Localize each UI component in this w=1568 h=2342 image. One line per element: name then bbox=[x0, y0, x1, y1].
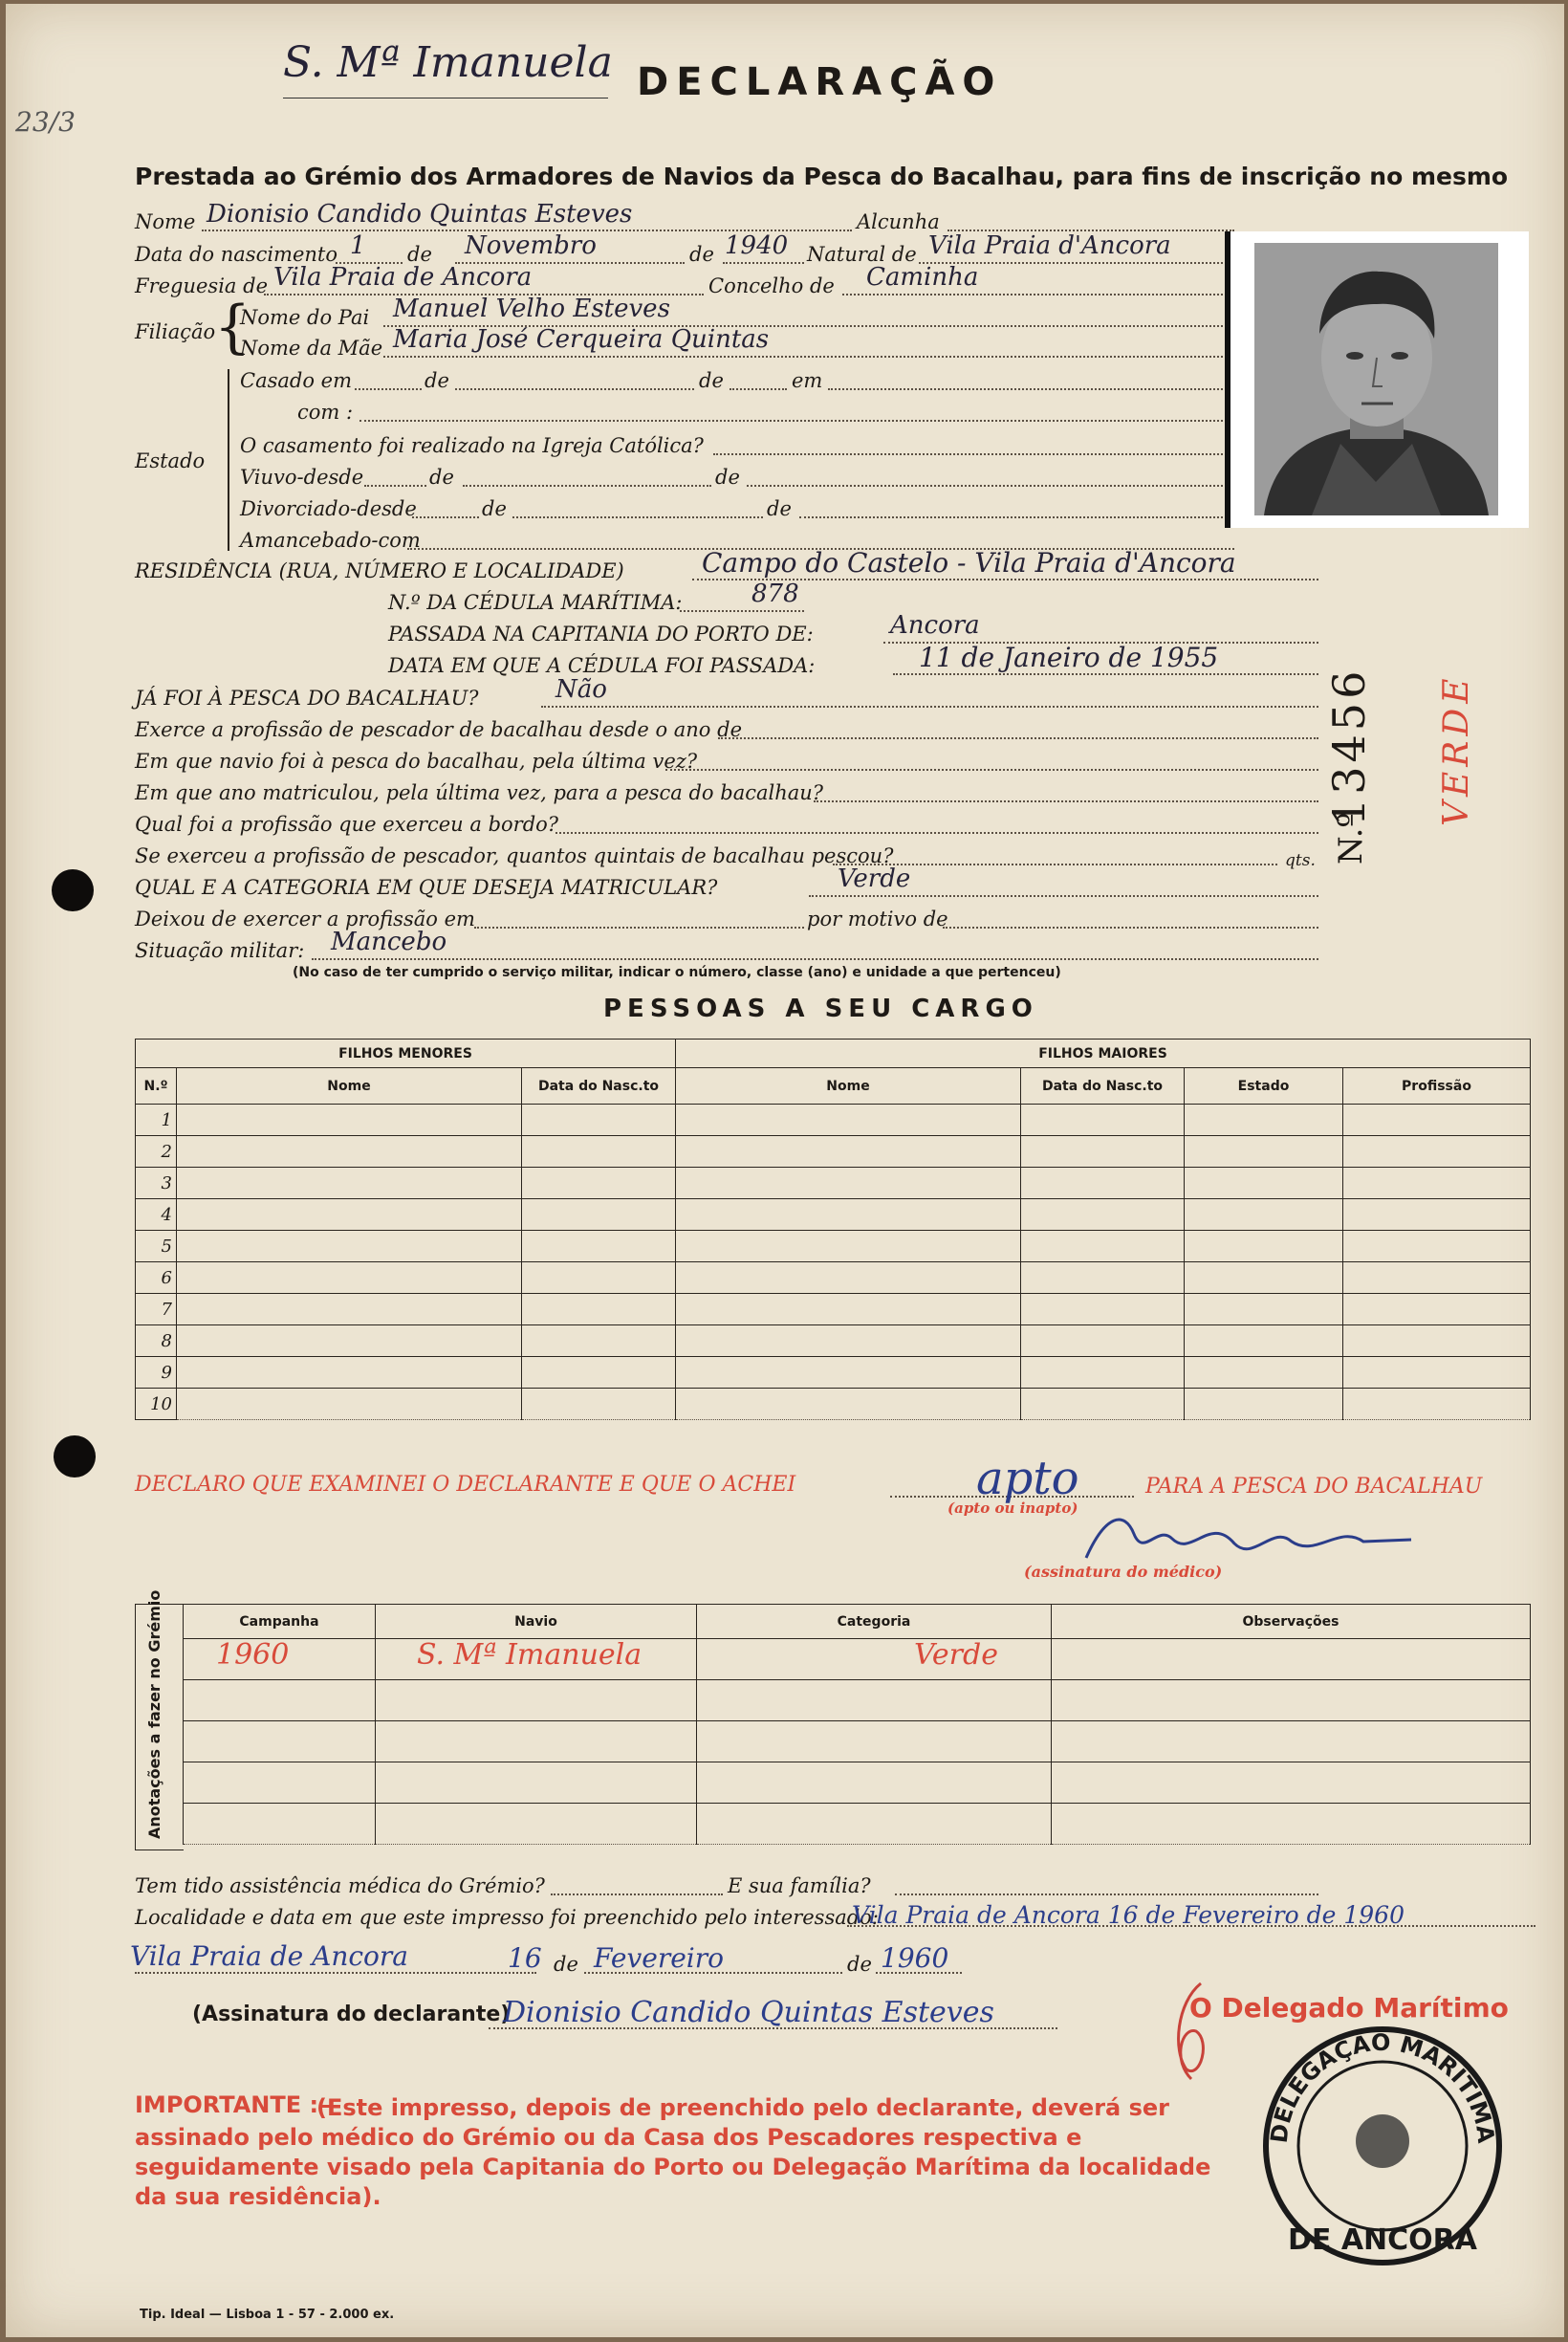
table-row bbox=[136, 1325, 1531, 1357]
q5-label: Se exerceu a profissão de pescador, quantos quintais de bacalhau pescou? bbox=[135, 844, 894, 867]
cedula-label: N.º DA CÉDULA MARÍTIMA: bbox=[388, 591, 683, 614]
de-text: de bbox=[767, 497, 792, 520]
anotacoes-side bbox=[135, 1589, 184, 1850]
table-cell[interactable] bbox=[376, 1721, 697, 1762]
q2-label: Em que navio foi à pesca do bacalhau, pela última vez? bbox=[135, 750, 698, 773]
pessoas-title: PESSOAS A SEU CARGO bbox=[603, 995, 1038, 1023]
col-data: Data do Nasc.to bbox=[522, 1068, 676, 1105]
categoria-value[interactable]: Verde bbox=[838, 865, 911, 893]
concelho-label: Concelho de bbox=[708, 274, 835, 297]
motivo-label: por motivo de bbox=[807, 908, 948, 930]
table-cell[interactable] bbox=[177, 1105, 522, 1136]
col-profissao: Profissão bbox=[1343, 1068, 1531, 1105]
nome-label: Nome bbox=[135, 210, 196, 233]
pai-label: Nome do Pai bbox=[240, 306, 370, 329]
data-cedula-label: DATA EM QUE A CÉDULA FOI PASSADA: bbox=[388, 654, 816, 677]
table-cell[interactable] bbox=[1343, 1231, 1531, 1262]
table-cell[interactable] bbox=[1021, 1325, 1185, 1357]
table-cell[interactable] bbox=[177, 1357, 522, 1389]
page-title: DECLARAÇÃO bbox=[637, 60, 1003, 104]
year-value[interactable]: 1960 bbox=[881, 1942, 949, 1974]
table-cell[interactable] bbox=[676, 1389, 1021, 1420]
table-cell[interactable] bbox=[1021, 1168, 1185, 1199]
table-cell[interactable] bbox=[676, 1325, 1021, 1357]
table-cell[interactable] bbox=[1343, 1389, 1531, 1420]
igreja-label: O casamento foi realizado na Igreja Católica? bbox=[240, 434, 704, 457]
table-row bbox=[136, 1262, 1531, 1294]
table-cell[interactable] bbox=[522, 1389, 676, 1420]
table-cell[interactable] bbox=[676, 1357, 1021, 1389]
de-text: de bbox=[715, 466, 740, 489]
table-cell[interactable] bbox=[1343, 1168, 1531, 1199]
residencia-value[interactable]: Campo do Castelo - Vila Praia d'Ancora bbox=[702, 547, 1236, 579]
de-text: de bbox=[425, 369, 449, 392]
deixou-label: Deixou de exercer a profissão em bbox=[135, 908, 475, 930]
table-cell[interactable] bbox=[697, 1680, 1052, 1721]
table-cell[interactable] bbox=[184, 1804, 376, 1845]
data-cedula-value[interactable]: 11 de Janeiro de 1955 bbox=[919, 642, 1219, 673]
row-number: 8 bbox=[136, 1325, 177, 1357]
table-cell[interactable] bbox=[376, 1804, 697, 1845]
printer-imprint: Tip. Ideal — Lisboa 1 - 57 - 2.000 ex. bbox=[140, 2308, 395, 2322]
day-value[interactable]: 16 bbox=[508, 1942, 542, 1974]
table-row bbox=[184, 1680, 1531, 1721]
table-cell[interactable] bbox=[1185, 1199, 1343, 1231]
table-row bbox=[136, 1231, 1531, 1262]
pai-value[interactable]: Manuel Velho Esteves bbox=[393, 295, 670, 323]
de-text: de bbox=[847, 1953, 872, 1976]
casado-label: Casado em bbox=[240, 369, 352, 392]
table-row bbox=[136, 1294, 1531, 1325]
freguesia-value[interactable]: Vila Praia de Ancora bbox=[273, 263, 533, 292]
table-cell[interactable] bbox=[522, 1262, 676, 1294]
col-observacoes: Observações bbox=[1052, 1605, 1531, 1639]
filhos-menores-header: FILHOS MENORES bbox=[136, 1040, 676, 1068]
freguesia-label: Freguesia de bbox=[135, 274, 268, 297]
table-cell[interactable] bbox=[1021, 1262, 1185, 1294]
categoria-label: QUAL E A CATEGORIA EM QUE DESEJA MATRICULAR? bbox=[135, 876, 718, 899]
row-number: 7 bbox=[136, 1294, 177, 1325]
q1-label: Exerce a profissão de pescador de bacalhau desde o ano de bbox=[135, 718, 742, 741]
punch-hole bbox=[52, 869, 94, 911]
row-number: 1 bbox=[136, 1105, 177, 1136]
table-cell[interactable] bbox=[1021, 1389, 1185, 1420]
place-value[interactable]: Vila Praia de Ancora bbox=[130, 1940, 408, 1972]
medico-value[interactable]: apto bbox=[976, 1452, 1079, 1505]
table-cell[interactable] bbox=[177, 1389, 522, 1420]
table-cell[interactable] bbox=[676, 1199, 1021, 1231]
row-number: 10 bbox=[136, 1389, 177, 1420]
natural-label: Natural de bbox=[807, 243, 917, 266]
table-row bbox=[136, 1136, 1531, 1168]
table-row bbox=[184, 1639, 1531, 1680]
delegado-signature bbox=[1143, 1974, 1230, 2089]
militar-note: (No caso de ter cumprido o serviço militar, indicar o número, classe (ano) e unidade a que pertenceu) bbox=[293, 965, 1061, 980]
table-cell[interactable] bbox=[1185, 1136, 1343, 1168]
militar-label: Situação militar: bbox=[135, 939, 305, 962]
table-cell[interactable] bbox=[1185, 1389, 1343, 1420]
table-cell[interactable] bbox=[1021, 1105, 1185, 1136]
table-cell[interactable] bbox=[522, 1231, 676, 1262]
table-cell[interactable] bbox=[522, 1168, 676, 1199]
medico-para: PARA A PESCA DO BACALHAU bbox=[1145, 1475, 1483, 1499]
table-row bbox=[184, 1721, 1531, 1762]
localidade-value[interactable]: Vila Praia de Ancora 16 de Fevereiro de 1960 bbox=[852, 1901, 1405, 1929]
natural-value[interactable]: Vila Praia d'Ancora bbox=[928, 231, 1171, 260]
registration-number: 13456 bbox=[1323, 667, 1375, 826]
table-cell[interactable] bbox=[1185, 1325, 1343, 1357]
table-cell[interactable] bbox=[522, 1357, 676, 1389]
portrait-photo bbox=[1254, 243, 1498, 515]
table-cell[interactable] bbox=[1343, 1325, 1531, 1357]
table-cell[interactable] bbox=[1343, 1294, 1531, 1325]
declarante-signature[interactable]: Dionisio Candido Quintas Esteves bbox=[503, 1996, 994, 2029]
amancebado-label: Amancebado-com bbox=[240, 529, 421, 552]
apto-note: (apto ou inapto) bbox=[947, 1499, 1078, 1517]
col-navio: Navio bbox=[376, 1605, 697, 1639]
capitania-label: PASSADA NA CAPITANIA DO PORTO DE: bbox=[388, 623, 814, 646]
stamp-bottom-text: DE ANCORA bbox=[1287, 2223, 1478, 2257]
q3-label: Em que ano matriculou, pela última vez, para a pesca do bacalhau? bbox=[135, 781, 824, 804]
col-estado: Estado bbox=[1185, 1068, 1343, 1105]
table-row bbox=[136, 1389, 1531, 1420]
table-cell[interactable] bbox=[676, 1262, 1021, 1294]
table-cell[interactable] bbox=[177, 1136, 522, 1168]
table-cell[interactable] bbox=[676, 1136, 1021, 1168]
ja-foi-value[interactable]: Não bbox=[555, 675, 607, 704]
anotacoes-label: Anotações a fazer no Grémio bbox=[145, 1589, 163, 1839]
table-cell[interactable] bbox=[177, 1294, 522, 1325]
table-cell[interactable] bbox=[522, 1325, 676, 1357]
nascimento-month[interactable]: Novembro bbox=[465, 231, 597, 260]
de-text: de bbox=[482, 497, 507, 520]
month-value[interactable]: Fevereiro bbox=[594, 1942, 725, 1974]
col-no: N.º bbox=[136, 1068, 177, 1105]
com-label: com : bbox=[297, 401, 354, 424]
table-cell[interactable] bbox=[676, 1294, 1021, 1325]
divorciado-label: Divorciado-desde bbox=[240, 497, 417, 520]
pessoas-table bbox=[135, 1039, 1531, 1420]
mae-value[interactable]: Maria José Cerqueira Quintas bbox=[393, 325, 770, 354]
de-text: de bbox=[554, 1953, 578, 1976]
nome-value[interactable]: Dionisio Candido Quintas Esteves bbox=[207, 200, 633, 229]
table-cell[interactable] bbox=[522, 1136, 676, 1168]
row-number: 3 bbox=[136, 1168, 177, 1199]
table-cell[interactable] bbox=[177, 1262, 522, 1294]
estado-brace bbox=[228, 369, 231, 551]
concelho-value[interactable]: Caminha bbox=[866, 263, 979, 292]
table-cell[interactable] bbox=[1052, 1804, 1531, 1845]
table-cell[interactable] bbox=[1021, 1199, 1185, 1231]
table-row bbox=[136, 1199, 1531, 1231]
table-cell[interactable] bbox=[697, 1721, 1052, 1762]
table-cell[interactable] bbox=[1185, 1105, 1343, 1136]
assistencia-label: Tem tido assistência médica do Grémio? bbox=[135, 1874, 545, 1897]
photo-frame bbox=[1225, 231, 1529, 528]
filiacao-label: Filiação bbox=[135, 320, 216, 343]
cedula-value[interactable]: 878 bbox=[751, 580, 799, 608]
col-nome: Nome bbox=[676, 1068, 1021, 1105]
familia-label: E sua família? bbox=[728, 1874, 871, 1897]
table-cell[interactable] bbox=[1343, 1136, 1531, 1168]
de-text: de bbox=[407, 243, 432, 266]
table-cell[interactable] bbox=[1021, 1294, 1185, 1325]
assinatura-declarante-label: (Assinatura do declarante) bbox=[192, 2003, 511, 2026]
table-cell[interactable] bbox=[1021, 1357, 1185, 1389]
table-cell[interactable] bbox=[522, 1294, 676, 1325]
table-row bbox=[184, 1804, 1531, 1845]
punch-hole bbox=[54, 1435, 96, 1477]
declaration-form: S. Mª Imanuela 23/3 DECLARAÇÃO Prestada ao Grémio dos Armadores de Navios da Pesca do Bacalhau, para fins de inscrição no mesmo Nome Dionisio Candido Quintas Esteves Alcunha Data do nascimento 1 de Novembro de 1940 Natural de Vila Praia d'Ancora Freguesia de Vila Praia de Ancora Concelho de Caminha Filiação { Nome do Pai Manuel Velho Esteves Nome da Mãe Maria José Cerqueira Quintas Estado Casado em de de em com : O casamento foi realizado na Igreja Católica? Viuvo-desde de de Divorciado-desde de de Amancebado-com RESIDÊNCIA (RUA, NÚMERO E LOCALIDADE) Campo do Castelo - Vila Praia d'Ancora N.º DA CÉDULA MARÍTIMA: 878 PASSADA NA CAPITANIA DO PORTO DE: Ancora DATA EM QUE A CÉDULA FOI PASSADA: 11 de Janeiro de 1955 JÁ FOI À PESCA DO BACALHAU? Não Exerce a profissão de pescador de bacalhau desde o ano de Em que navio foi à pesca do bacalhau, pela última vez? Em que ano matriculou, pela última vez, para a pesca do bacalhau? Qual foi a profissão que exerceu a bordo? Se exerceu a profissão de pescador, quantos quintais de bacalhau pescou? qts. QUAL E A CATEGORIA EM QUE DESEJA MATRICULAR? Verde Deixou de exercer a profissão em por motivo de Situação militar: Mancebo (No caso de ter cumprido o serviço militar, indicar o número, classe (ano) e unidade a que pertenceu) N.º 13456 VERDE PESSOAS A SEU CARGO FILHOS MENORES FILHOS MAIORES N.º Nome Data do Nasc.to Nome Data do Nasc.to Estado Profissão 1 2 3 4 5 6 7 8 9 10 DECLARO QUE EXAMINEI O DECLARANTE E QUE O ACHEI apto PARA A PESCA DO BACALHAU (apto ou inapto) (assinatura do médico) Anotações a fazer no Grémio Campanha Navio Categoria Observações 1960 S. Mª Imanuela Verde Tem tido assistência médica do Grémio? E sua família? Localidade e data em que este impresso foi preenchido pelo interessado: Vila Praia de Ancora 16 de Fevereiro de 1960 Vila Praia de Ancora 16 de Fevereiro de 1960 (Assinatura do declarante) Dionisio Candido Quintas Esteves O Delegado Marítimo DELEGAÇÃO MARÍTIMA DE ANCORA IMPORTANTE :— (Este impresso, depois de preenchido pelo declarante, deverá ser assinado pelo médico do Grémio ou da Casa dos Pescadores respectiva e seguidamente visado pela Capitania do Porto ou Delegação Marítima da localidade da sua residência). Tip. Ideal — Lisboa 1 - 57 - 2.000 ex. bbox=[6, 4, 1564, 2337]
filhos-maiores-header: FILHOS MAIORES bbox=[676, 1040, 1531, 1068]
table-cell[interactable] bbox=[184, 1721, 376, 1762]
viuvo-label: Viuvo-desde bbox=[240, 466, 364, 489]
row-number: 4 bbox=[136, 1199, 177, 1231]
row-number: 5 bbox=[136, 1231, 177, 1262]
stamp-top-text: DELEGAÇÃO MARÍTIMA bbox=[1265, 2028, 1500, 2145]
col-campanha: Campanha bbox=[184, 1605, 376, 1639]
residencia-label: RESIDÊNCIA (RUA, NÚMERO E LOCALIDADE) bbox=[135, 559, 624, 582]
table-cell[interactable] bbox=[1052, 1721, 1531, 1762]
alcunha-label: Alcunha bbox=[857, 210, 940, 233]
table-cell[interactable] bbox=[522, 1105, 676, 1136]
table-cell[interactable] bbox=[1343, 1357, 1531, 1389]
col-data: Data do Nasc.to bbox=[1021, 1068, 1185, 1105]
de-text: de bbox=[429, 466, 454, 489]
row-number: 6 bbox=[136, 1262, 177, 1294]
table-cell[interactable] bbox=[184, 1680, 376, 1721]
importante-head: IMPORTANTE :— bbox=[135, 2091, 342, 2118]
table-cell[interactable] bbox=[177, 1199, 522, 1231]
importante-text: (Este impresso, depois de preenchido pelo declarante, deverá ser assinado pelo médico do Grémio ou da Casa dos Pescadores respectiva e seguidamente visado pela Capitania do Porto ou Delegação Marítima da localidade da sua residência). bbox=[135, 2094, 1211, 2210]
table-cell[interactable] bbox=[1343, 1199, 1531, 1231]
table-cell[interactable] bbox=[177, 1325, 522, 1357]
em-text: em bbox=[792, 369, 823, 392]
col-categoria: Categoria bbox=[697, 1605, 1052, 1639]
anotacao-categoria[interactable]: Verde bbox=[914, 1638, 998, 1672]
table-cell[interactable] bbox=[184, 1762, 376, 1804]
table-cell[interactable] bbox=[1021, 1136, 1185, 1168]
table-cell[interactable] bbox=[1185, 1231, 1343, 1262]
table-cell[interactable] bbox=[676, 1231, 1021, 1262]
registration-prefix: N.º bbox=[1332, 812, 1370, 865]
delegado-label: O Delegado Marítimo bbox=[1189, 1992, 1509, 2024]
nascimento-day[interactable]: 1 bbox=[350, 231, 366, 260]
estado-label: Estado bbox=[135, 449, 206, 472]
row-number: 9 bbox=[136, 1357, 177, 1389]
margin-mark: 23/3 bbox=[15, 106, 76, 138]
table-cell[interactable] bbox=[1185, 1262, 1343, 1294]
table-cell[interactable] bbox=[1185, 1168, 1343, 1199]
table-cell[interactable] bbox=[676, 1168, 1021, 1199]
table-cell[interactable] bbox=[1052, 1639, 1531, 1680]
table-cell[interactable] bbox=[697, 1762, 1052, 1804]
table-cell[interactable] bbox=[177, 1231, 522, 1262]
table-cell[interactable] bbox=[177, 1168, 522, 1199]
table-cell[interactable] bbox=[376, 1680, 697, 1721]
table-cell[interactable] bbox=[1052, 1762, 1531, 1804]
table-cell[interactable] bbox=[1343, 1105, 1531, 1136]
table-cell[interactable] bbox=[1185, 1357, 1343, 1389]
table-cell[interactable] bbox=[522, 1199, 676, 1231]
assinatura-medico-note: (assinatura do médico) bbox=[1024, 1563, 1223, 1581]
de-text: de bbox=[689, 243, 714, 266]
registration-category: VERDE bbox=[1437, 673, 1476, 826]
table-row bbox=[136, 1105, 1531, 1136]
col-nome: Nome bbox=[177, 1068, 522, 1105]
anotacao-campanha[interactable]: 1960 bbox=[216, 1638, 290, 1672]
table-cell[interactable] bbox=[697, 1804, 1052, 1845]
medico-declaro: DECLARO QUE EXAMINEI O DECLARANTE E QUE O ACHEI bbox=[135, 1473, 796, 1497]
table-cell[interactable] bbox=[1052, 1680, 1531, 1721]
mae-label: Nome da Mãe bbox=[240, 337, 383, 360]
anotacoes-table bbox=[183, 1604, 1531, 1845]
militar-value[interactable]: Mancebo bbox=[331, 928, 447, 956]
table-row bbox=[184, 1762, 1531, 1804]
ja-foi-label: JÁ FOI À PESCA DO BACALHAU? bbox=[135, 687, 479, 710]
top-ship-handwriting: S. Mª Imanuela bbox=[283, 38, 613, 87]
nascimento-label: Data do nascimento bbox=[135, 243, 338, 266]
table-row bbox=[136, 1357, 1531, 1389]
table-row bbox=[136, 1168, 1531, 1199]
table-cell[interactable] bbox=[676, 1105, 1021, 1136]
q4-label: Qual foi a profissão que exerceu a bordo? bbox=[135, 813, 559, 836]
capitania-value[interactable]: Ancora bbox=[890, 611, 980, 640]
subtitle: Prestada ao Grémio dos Armadores de Navios da Pesca do Bacalhau, para fins de inscrição no mesmo bbox=[135, 163, 1509, 190]
de-text: de bbox=[699, 369, 724, 392]
official-stamp bbox=[1258, 2022, 1507, 2270]
row-number: 2 bbox=[136, 1136, 177, 1168]
table-cell[interactable] bbox=[1185, 1294, 1343, 1325]
localidade-label: Localidade e data em que este impresso foi preenchido pelo interessado: bbox=[135, 1906, 879, 1929]
table-cell[interactable] bbox=[1021, 1231, 1185, 1262]
table-cell[interactable] bbox=[1343, 1262, 1531, 1294]
nascimento-year[interactable]: 1940 bbox=[725, 231, 789, 260]
anotacao-navio[interactable]: S. Mª Imanuela bbox=[417, 1638, 642, 1672]
q5-unit: qts. bbox=[1285, 851, 1316, 870]
table-cell[interactable] bbox=[376, 1762, 697, 1804]
